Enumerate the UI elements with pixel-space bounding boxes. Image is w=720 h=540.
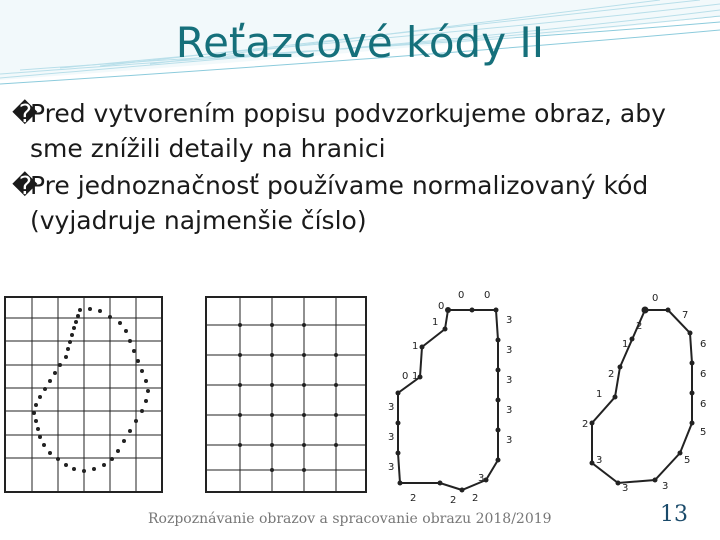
footer-text: Rozpoznávanie obrazov a spracovanie obrazu 2018/2019 — [148, 511, 552, 527]
chain-code-8-dir-nodes — [590, 307, 695, 486]
chain-label: 3 — [388, 402, 395, 413]
chain-label: 3 — [506, 315, 513, 326]
chain-code-figure — [0, 285, 720, 540]
chain-label: 3 — [622, 483, 629, 494]
chain-label: 1 — [622, 339, 629, 350]
chain-label: 2 — [472, 493, 479, 504]
chain-label: 2 — [582, 419, 589, 430]
chain-label: 2 — [410, 493, 417, 504]
chain-label: 0 — [402, 371, 409, 382]
chain-label: 0 — [438, 301, 445, 312]
chain-label: 6 — [700, 369, 707, 380]
chain-code-4-dir — [398, 310, 498, 490]
chain-label: 7 — [682, 310, 689, 321]
chain-label: 0 — [458, 290, 465, 301]
chain-label: 1 — [596, 389, 603, 400]
chain-label: 2 — [608, 369, 615, 380]
page-number: 13 — [660, 502, 688, 527]
chain-code-8-dir — [592, 310, 692, 483]
chain-label: 2 — [450, 495, 457, 506]
grid-original-contour — [5, 297, 162, 492]
chain-label: 1 — [412, 341, 419, 352]
bullet-item — [12, 168, 712, 238]
slide-title: Reťazcové kódy II — [175, 18, 545, 67]
chain-label: 5 — [700, 427, 707, 438]
chain-label: 3 — [506, 405, 513, 416]
bullet-marker: � — [12, 99, 38, 128]
chain-code-8-dir-labels — [582, 293, 706, 494]
chain-label: 0 — [652, 293, 659, 304]
chain-label: 3 — [506, 375, 513, 386]
chain-label: 5 — [684, 455, 691, 466]
chain-label: 3 — [388, 462, 395, 473]
chain-label: 3 — [506, 435, 513, 446]
grid-node-dots — [238, 323, 338, 472]
chain-label: 3 — [478, 473, 485, 484]
sampled-contour-dots — [32, 307, 150, 473]
chain-label: 2 — [636, 321, 643, 332]
chain-label: 3 — [596, 455, 603, 466]
chain-label: 1 — [432, 317, 439, 328]
bullet-text: Pre jednoznačnosť používame normalizovaný kód (vyjadruje najmenšie číslo) — [30, 171, 649, 235]
chain-label: 3 — [506, 345, 513, 356]
bullet-text: Pred vytvorením popisu podvzorkujeme obraz, aby sme znížili detaily na hranici — [30, 99, 666, 163]
grid-subsampled-nodes — [206, 297, 366, 492]
chain-code-4-dir-labels — [388, 290, 512, 506]
bullet-marker: � — [12, 171, 38, 200]
chain-label: 3 — [662, 481, 669, 492]
chain-label: 1 — [412, 371, 419, 382]
chain-label: 6 — [700, 399, 707, 410]
bullet-item — [12, 96, 712, 166]
chain-label: 6 — [700, 339, 707, 350]
chain-code-4-dir-nodes — [396, 307, 501, 493]
chain-label: 3 — [388, 432, 395, 443]
bullet-list — [12, 96, 712, 240]
chain-label: 0 — [484, 290, 491, 301]
